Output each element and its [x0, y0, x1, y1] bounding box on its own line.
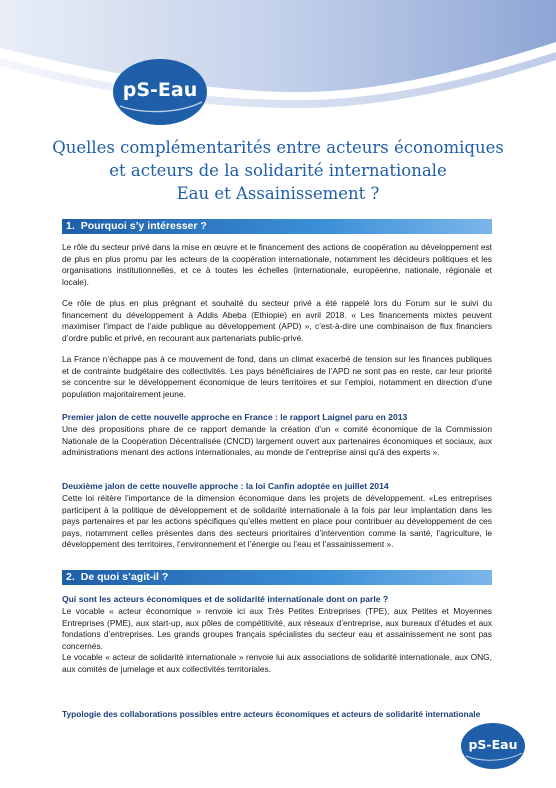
title-line-2: et acteurs de la solidarité internationale: [109, 161, 447, 180]
logo-text: pS-Eau: [122, 79, 198, 101]
section-2-heading: De quoi s’agit-il ?: [80, 571, 169, 583]
section-1-paragraph-3: La France n’échappe pas à ce mouvement de fond, dans un climat exacerbé de tension sur les finances publiques et de contrainte budgétaire des collectivités. Les pays bénéficiaires de l’APD ne sont pas en reste, car leur priorité se concentre sur le développement économique de leurs territoires et sur l’emploi, notamment en direction d’une population majoritairement jeune.: [62, 354, 492, 399]
section-1-subheading-2: Deuxième jalon de cette nouvelle approche : la loi Canfin adoptée en juillet 2014: [62, 481, 389, 491]
section-2-header: [62, 570, 492, 585]
section-2-paragraph-1: Le vocable « acteur économique » renvoie ici aux Très Petites Entreprises (TPE), aux Petites et Moyennes Entreprises (PME), aux start-up, aux pôles de compétitivité, aux réseaux d’entreprise, aux bureaux d’études et aux fondations d’entreprises. Les grands groupes français spécialistes du secteur eau et assainissement ne sont pas concernés.: [62, 606, 492, 651]
logo-bottom-text: pS-Eau: [468, 737, 518, 752]
header-wave-decoration: [0, 0, 556, 140]
section-1-number: 1.: [66, 220, 75, 232]
section-1-subheading-1: Premier jalon de cette nouvelle approche en France : le rapport Laignel paru en 2013: [62, 412, 408, 422]
section-1-paragraph-4: Une des propositions phare de ce rapport demande la création d’un « comité économique de la Commission Nationale de la Coopération Décentralisée (CNCD) largement ouvert aux partenaires économiques et sociaux, aux administrations menant des actions internationales, au monde de l’entreprise ainsi qu’à des experts ».: [62, 424, 492, 458]
section-1-header: [62, 219, 492, 234]
section-1-paragraph-5: Cette loi réitère l’importance de la dimension économique dans les projets de développement. «Les entreprises participent à la politique de développement et de solidarité internationale à la fois par leur implantation dans les pays partenaires et par les actions spécifiques qu’elles mettent en place pour contribuer au développement de ces pays, notamment celles présentes dans des secteurs prioritaires d’intervention comme la santé, l’agriculture, le développement des territoires, l’environnement et l’énergie ou l’eau et l’assainissement ».: [62, 493, 492, 550]
section-2-paragraph-2: Le vocable « acteur de solidarité internationale » renvoie lui aux associations de solidarité internationale, aux ONG, aux comités de jumelage et aux collectivités territoriales.: [62, 652, 492, 674]
section-2-subheading-1: Qui sont les acteurs économiques et de solidarité internationale dont on parle ?: [62, 594, 389, 604]
section-1-paragraph-1: Le rôle du secteur privé dans la mise en œuvre et le financement des actions de coopération au développement est de plus en plus promu par les acteurs de la coopération internationale, notamment les décideurs politiques et les organisations institutionnelles, et ce à toutes les échelles (internationale, européenne, nationale, régionale et locale).: [62, 242, 492, 287]
section-1-paragraph-2: Ce rôle de plus en plus prégnant et souhaité du secteur privé a été rappelé lors du Forum sur le suivi du financement du développement à Addis Abeba (Ethiopie) en avril 2018. « Les financements mixtes peuvent maximiser l’impact de l’aide publique au développement (APD) », c’est-à-dire une combinaison de flux financiers d’ordre public et privé, en recourant aux partenariats public-privé.: [62, 298, 492, 343]
title-line-3: Eau et Assainissement ?: [176, 184, 380, 203]
title-line-1: Quelles complémentarités entre acteurs économiques: [52, 138, 504, 157]
section-2-number: 2.: [66, 571, 75, 583]
section-1-heading: Pourquoi s’y intéresser ?: [80, 220, 207, 232]
page-title: [40, 136, 516, 205]
typology-caption: Typologie des collaborations possibles entre acteurs économiques et acteurs de solidarité internationale: [62, 709, 481, 719]
